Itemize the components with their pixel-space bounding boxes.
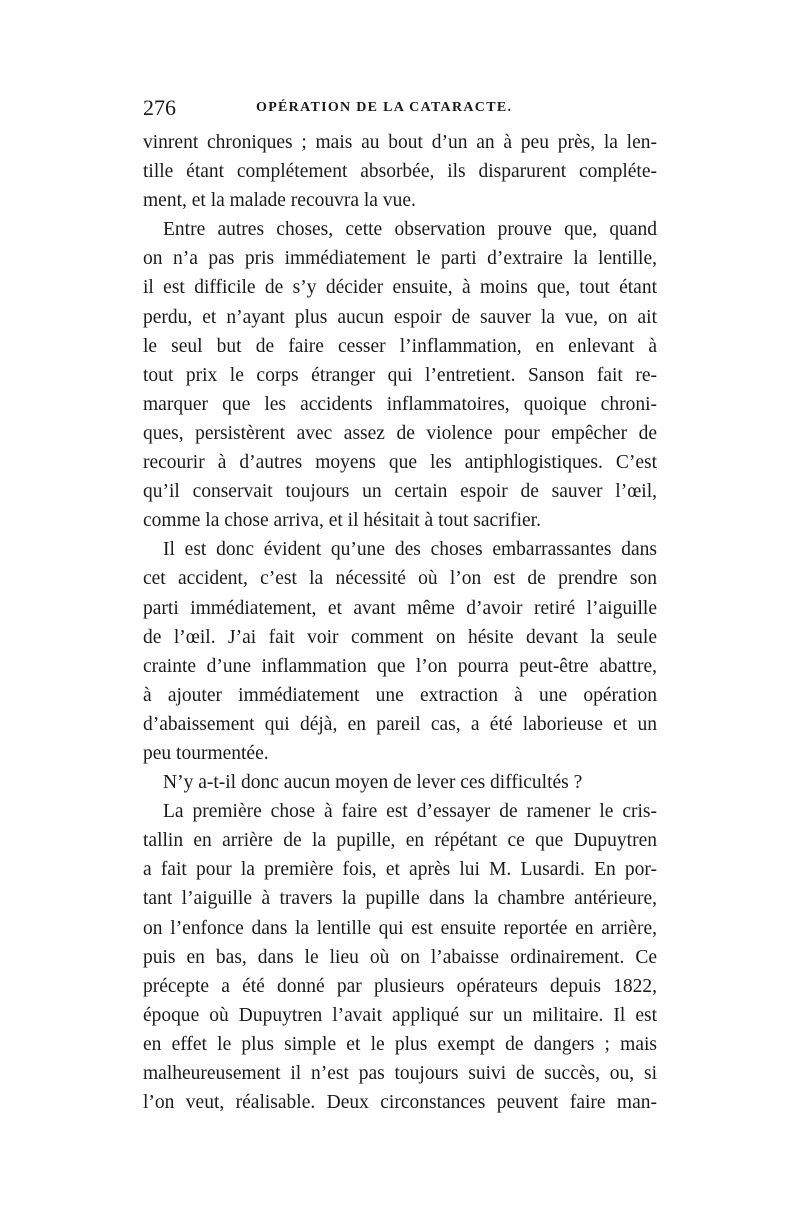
text-line: cet accident, c’est la nécessité où l’on est de prendre son [143, 568, 657, 590]
text-line: on l’enfonce dans la lentille qui est ensuite reportée en arrière, [143, 917, 657, 939]
running-head [143, 96, 663, 120]
text-line: tout prix le corps étranger qui l’entretient. Sanson fait re- [143, 364, 657, 386]
text-line: époque où Dupuytren l’avait appliqué sur un militaire. Il est [143, 1004, 657, 1026]
running-title: OPÉRATION DE LA CATARACTE. [256, 100, 513, 115]
text-line: perdu, et n’ayant plus aucun espoir de sauver la vue, on ait [143, 306, 657, 328]
text-line: parti immédiatement, et avant même d’avoir retiré l’aiguille [143, 597, 657, 619]
text-line: qu’il conservait toujours un certain espoir de sauver l’œil, [143, 481, 657, 503]
text-line: de l’œil. J’ai fait voir comment on hésite devant la seule [143, 626, 657, 648]
text-line: ques, persistèrent avec assez de violence pour empêcher de [143, 422, 657, 444]
text-line: Entre autres choses, cette observation prouve que, quand [163, 219, 657, 241]
text-line: tant l’aiguille à travers la pupille dans la chambre antérieure, [143, 888, 657, 910]
text-line: comme la chose arriva, et il hésitait à tout sacrifier. [143, 510, 541, 532]
text-line: malheureusement il n’est pas toujours suivi de succès, ou, si [143, 1063, 657, 1084]
text-line: vinrent chroniques ; mais au bout d’un an à peu près, la len- [143, 132, 657, 153]
text-line: d’abaissement qui déjà, en pareil cas, a été laborieuse et un [143, 713, 657, 735]
text-line: a fait pour la première fois, et après lui M. Lusardi. En por- [143, 859, 657, 881]
text-line: tallin en arrière de la pupille, en répétant ce que Dupuytren [143, 830, 657, 852]
page-number: 276 [143, 95, 176, 120]
text-line: La première chose à faire est d’essayer de ramener le cris- [163, 801, 657, 823]
text-line: précepte a été donné par plusieurs opérateurs depuis 1822, [143, 975, 657, 997]
text-line: Il est donc évident qu’une des choses embarrassantes dans [163, 539, 657, 561]
text-line: marquer que les accidents inflammatoires, quoique chroni- [143, 393, 657, 415]
text-line: à ajouter immédiatement une extraction à une opération [143, 684, 657, 706]
text-line: le seul but de faire cesser l’inflammation, en enlevant à [143, 335, 657, 357]
text-line: on n’a pas pris immédiatement le parti d’extraire la lentille, [143, 248, 657, 270]
text-line: crainte d’une inflammation que l’on pourra peut-être abattre, [143, 655, 657, 677]
text-line: ment, et la malade recouvra la vue. [143, 190, 416, 212]
text-line: en effet le plus simple et le plus exempt de dangers ; mais [143, 1033, 657, 1055]
body-text [143, 128, 657, 1117]
text-line: il est difficile de s’y décider ensuite, à moins que, tout étant [143, 277, 657, 299]
text-line: puis en bas, dans le lieu où on l’abaisse ordinairement. Ce [143, 946, 657, 968]
text-line: l’on veut, réalisable. Deux circonstances peuvent faire man- [143, 1092, 657, 1114]
text-line: recourir à d’autres moyens que les antiphlogistiques. C’est [143, 452, 657, 474]
text-line: peu tourmentée. [143, 742, 269, 764]
text-line: N’y a-t-il donc aucun moyen de lever ces difficultés ? [163, 772, 583, 794]
text-line: tille étant complétement absorbée, ils disparurent compléte- [143, 161, 657, 183]
